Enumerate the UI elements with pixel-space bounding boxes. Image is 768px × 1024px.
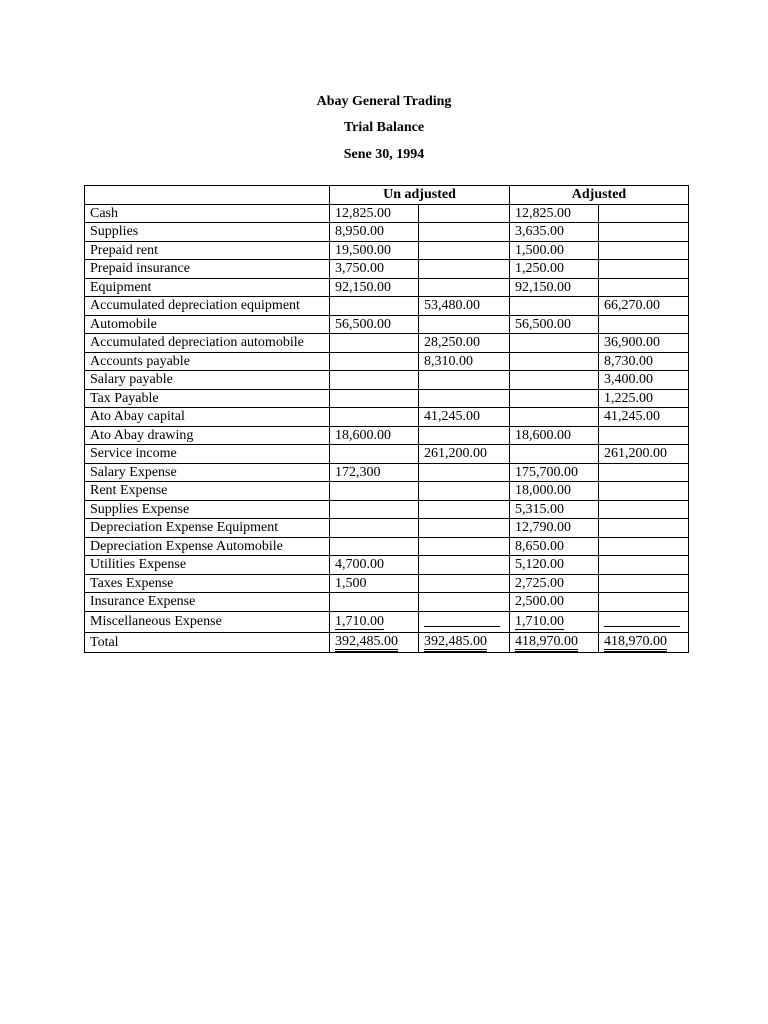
- table-row: [85, 574, 689, 593]
- unadjusted-credit: 41,245.00: [419, 408, 510, 427]
- unadjusted-debit: [330, 537, 419, 556]
- table-row: [85, 241, 689, 260]
- unadjusted-credit: [419, 371, 510, 390]
- adjusted-debit: 1,500.00: [510, 241, 599, 260]
- unadjusted-credit: [419, 278, 510, 297]
- unadjusted-debit: [330, 371, 419, 390]
- unadjusted-debit-value: 1,710.00: [335, 614, 384, 629]
- adjusted-credit: [599, 500, 689, 519]
- adjusted-debit: [510, 371, 599, 390]
- unadjusted-debit: 12,825.00: [330, 204, 419, 223]
- account-name: Prepaid rent: [85, 241, 330, 260]
- unadjusted-debit: [330, 352, 419, 371]
- account-name: Salary payable: [85, 371, 330, 390]
- adjusted-debit: 5,120.00: [510, 556, 599, 575]
- unadjusted-debit: [330, 500, 419, 519]
- table-row: [85, 482, 689, 501]
- adjusted-debit: [510, 297, 599, 316]
- account-name: Depreciation Expense Equipment: [85, 519, 330, 538]
- total-unadjusted-debit: [330, 632, 419, 652]
- report-title: Trial Balance: [343, 120, 425, 135]
- account-name: Supplies: [85, 223, 330, 242]
- adjusted-debit: 3,635.00: [510, 223, 599, 242]
- unadjusted-debit: 1,500: [330, 574, 419, 593]
- table-row: [85, 426, 689, 445]
- table-row: [85, 223, 689, 242]
- adjusted-debit: 5,315.00: [510, 500, 599, 519]
- total-value: 392,485.00: [335, 635, 398, 652]
- adjusted-debit: 2,725.00: [510, 574, 599, 593]
- account-name: Ato Abay drawing: [85, 426, 330, 445]
- unadjusted-debit: [330, 297, 419, 316]
- unadjusted-debit: 92,150.00: [330, 278, 419, 297]
- unadjusted-debit: 172,300: [330, 463, 419, 482]
- unadjusted-debit: [330, 445, 419, 464]
- report-date: Sene 30, 1994: [343, 147, 425, 162]
- account-name: Accounts payable: [85, 352, 330, 371]
- table-row: [85, 463, 689, 482]
- unadjusted-credit: [419, 204, 510, 223]
- adjusted-debit: 12,790.00: [510, 519, 599, 538]
- account-header-cell: [85, 186, 330, 205]
- adjusted-credit: [599, 611, 689, 632]
- unadjusted-credit: [419, 463, 510, 482]
- unadjusted-debit: [330, 408, 419, 427]
- total-unadjusted-credit: [419, 632, 510, 652]
- adjusted-debit: 175,700.00: [510, 463, 599, 482]
- unadjusted-credit: [419, 537, 510, 556]
- unadjusted-credit: [419, 500, 510, 519]
- table-header-row: [85, 186, 689, 205]
- adjusted-debit: 18,600.00: [510, 426, 599, 445]
- table-row: [85, 556, 689, 575]
- adjusted-credit: [599, 241, 689, 260]
- unadjusted-debit: [330, 334, 419, 353]
- adjusted-credit: [599, 260, 689, 279]
- total-adjusted-debit: [510, 632, 599, 652]
- account-name: Supplies Expense: [85, 500, 330, 519]
- adjusted-debit: [510, 408, 599, 427]
- table-row: [85, 389, 689, 408]
- total-value: 418,970.00: [515, 635, 578, 652]
- adjusted-credit: 66,270.00: [599, 297, 689, 316]
- unadjusted-credit: [419, 223, 510, 242]
- adjusted-credit: [599, 574, 689, 593]
- unadjusted-credit: [419, 593, 510, 612]
- adjusted-credit: [599, 519, 689, 538]
- unadjusted-credit: [419, 611, 510, 632]
- unadjusted-credit: [419, 556, 510, 575]
- account-name: Accumulated depreciation automobile: [85, 334, 330, 353]
- unadjusted-debit: 3,750.00: [330, 260, 419, 279]
- account-name: Miscellaneous Expense: [85, 611, 330, 632]
- adjusted-debit: [510, 445, 599, 464]
- adjusted-credit: 36,900.00: [599, 334, 689, 353]
- adjusted-credit: [599, 204, 689, 223]
- adjusted-debit: [510, 334, 599, 353]
- account-name: Cash: [85, 204, 330, 223]
- table-row: [85, 278, 689, 297]
- unadjusted-credit: [419, 574, 510, 593]
- adjusted-credit: [599, 463, 689, 482]
- total-rule: [424, 612, 500, 627]
- adjusted-credit: [599, 426, 689, 445]
- unadjusted-credit: [419, 482, 510, 501]
- table-row: [85, 371, 689, 390]
- table-row: [85, 500, 689, 519]
- account-name: Accumulated depreciation equipment: [85, 297, 330, 316]
- unadjusted-debit: [330, 611, 419, 632]
- adjusted-debit: 2,500.00: [510, 593, 599, 612]
- adjusted-debit: 92,150.00: [510, 278, 599, 297]
- adjusted-debit: 12,825.00: [510, 204, 599, 223]
- account-name: Service income: [85, 445, 330, 464]
- adjusted-credit: [599, 482, 689, 501]
- account-name: Ato Abay capital: [85, 408, 330, 427]
- trial-balance-table: [84, 185, 689, 653]
- table-row: [85, 297, 689, 316]
- account-name: Equipment: [85, 278, 330, 297]
- total-value: 392,485.00: [424, 635, 487, 652]
- table-row: [85, 334, 689, 353]
- unadjusted-credit: [419, 519, 510, 538]
- account-name: Insurance Expense: [85, 593, 330, 612]
- total-adjusted-credit: [599, 632, 689, 652]
- unadjusted-credit: 261,200.00: [419, 445, 510, 464]
- misc-expense-row: [85, 611, 689, 632]
- adjusted-credit: 261,200.00: [599, 445, 689, 464]
- table-row: [85, 445, 689, 464]
- unadjusted-credit: [419, 389, 510, 408]
- table-row: [85, 519, 689, 538]
- account-name: Tax Payable: [85, 389, 330, 408]
- account-name: Prepaid insurance: [85, 260, 330, 279]
- adjusted-debit-value: 1,710.00: [515, 614, 564, 629]
- adjusted-credit: 1,225.00: [599, 389, 689, 408]
- adjusted-credit: 8,730.00: [599, 352, 689, 371]
- total-row: [85, 632, 689, 652]
- table-row: [85, 408, 689, 427]
- unadjusted-credit: 53,480.00: [419, 297, 510, 316]
- adjusted-credit: 41,245.00: [599, 408, 689, 427]
- adjusted-debit: 1,250.00: [510, 260, 599, 279]
- unadjusted-debit: 4,700.00: [330, 556, 419, 575]
- total-value: 418,970.00: [604, 635, 667, 652]
- total-rule: [604, 612, 680, 627]
- table-row: [85, 537, 689, 556]
- table-row: [85, 315, 689, 334]
- adjusted-credit: [599, 556, 689, 575]
- adjusted-credit: [599, 223, 689, 242]
- adjusted-debit: 18,000.00: [510, 482, 599, 501]
- company-name: Abay General Trading: [316, 94, 452, 109]
- adjusted-credit: [599, 315, 689, 334]
- adjusted-credit: [599, 278, 689, 297]
- unadjusted-credit: 8,310.00: [419, 352, 510, 371]
- account-name: Automobile: [85, 315, 330, 334]
- table-row: [85, 352, 689, 371]
- adjusted-credit: [599, 593, 689, 612]
- unadjusted-credit: [419, 241, 510, 260]
- unadjusted-debit: [330, 519, 419, 538]
- adjusted-debit: 8,650.00: [510, 537, 599, 556]
- total-label: Total: [85, 632, 330, 652]
- adjusted-debit: 56,500.00: [510, 315, 599, 334]
- table-row: [85, 260, 689, 279]
- unadjusted-debit: [330, 482, 419, 501]
- adjusted-credit: [599, 537, 689, 556]
- account-name: Taxes Expense: [85, 574, 330, 593]
- adjusted-header: Adjusted: [510, 186, 689, 205]
- adjusted-credit: 3,400.00: [599, 371, 689, 390]
- account-name: Salary Expense: [85, 463, 330, 482]
- unadjusted-debit: 18,600.00: [330, 426, 419, 445]
- adjusted-debit: [510, 352, 599, 371]
- account-name: Rent Expense: [85, 482, 330, 501]
- unadjusted-credit: [419, 426, 510, 445]
- unadjusted-debit: 56,500.00: [330, 315, 419, 334]
- unadjusted-debit: [330, 389, 419, 408]
- unadjusted-header: Un adjusted: [330, 186, 510, 205]
- table-row: [85, 593, 689, 612]
- adjusted-debit: [510, 611, 599, 632]
- account-name: Depreciation Expense Automobile: [85, 537, 330, 556]
- unadjusted-credit: 28,250.00: [419, 334, 510, 353]
- unadjusted-debit: 19,500.00: [330, 241, 419, 260]
- table-row: [85, 204, 689, 223]
- account-name: Utilities Expense: [85, 556, 330, 575]
- adjusted-debit: [510, 389, 599, 408]
- unadjusted-debit: [330, 593, 419, 612]
- unadjusted-debit: 8,950.00: [330, 223, 419, 242]
- unadjusted-credit: [419, 260, 510, 279]
- unadjusted-credit: [419, 315, 510, 334]
